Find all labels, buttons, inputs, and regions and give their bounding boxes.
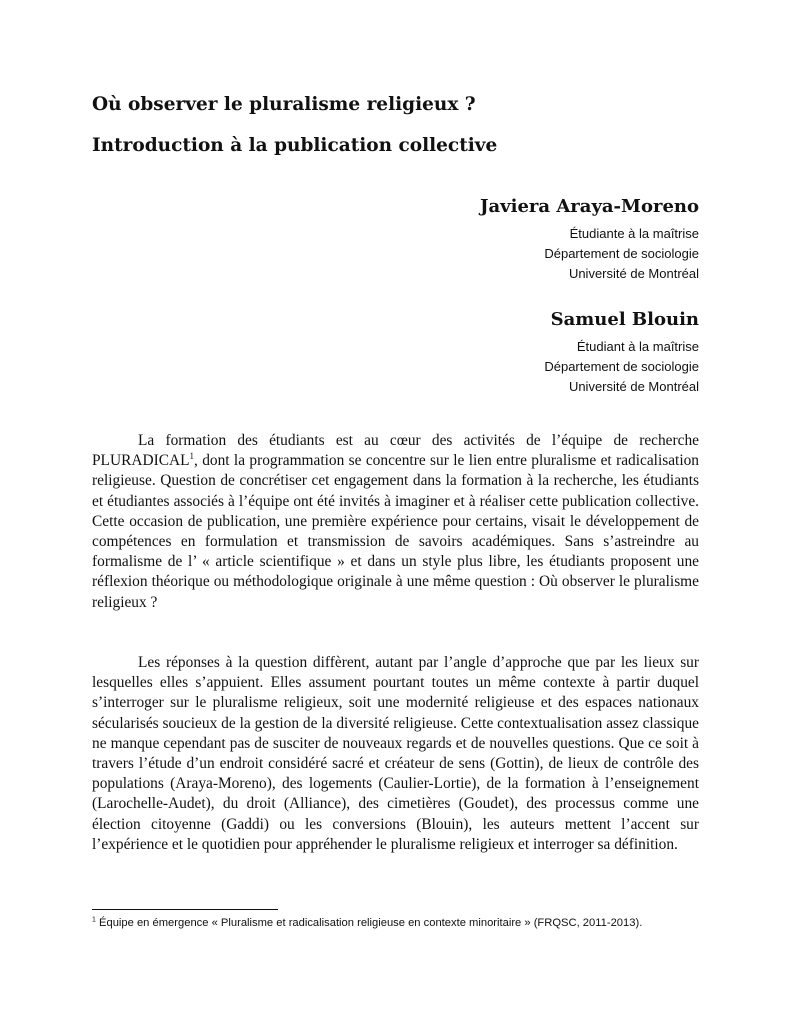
document-title: Où observer le pluralisme religieux ? bbox=[92, 94, 476, 115]
document-subtitle: Introduction à la publication collective bbox=[92, 135, 498, 156]
paragraph-intro bbox=[92, 431, 699, 613]
author-department: Département de sociologie bbox=[544, 246, 699, 261]
footnote-reference[interactable]: 1 bbox=[189, 451, 194, 462]
author-role: Étudiante à la maîtrise bbox=[569, 226, 699, 241]
paragraph-text: , dont la programmation se concentre sur le lien entre pluralisme et radicalisation religieuse. Question de concrétiser cet engagement dans la formation à la recherche, les étudiants et étudiantes associés à l’équipe ont été invités à imaginer et à réaliser cette publication collective. Cette occasion de publication, une première expérience pour certains, visait le développement de compétences en formulation et transmission de savoirs académiques. Sans s’astreindre au formalisme de l’ « article scientifique » et dans un style plus libre, les étudiants proposent une réflexion théorique ou méthodologique originale à une même question : Où observer le pluralisme religieux ? bbox=[92, 452, 699, 611]
footnote-text: Équipe en émergence « Pluralisme et radicalisation religieuse en contexte minoritaire » (FRQSC, 2011-2013). bbox=[95, 917, 643, 929]
paragraph-text: Les réponses à la question diffèrent, autant par l’angle d’approche que par les lieux sur lesquelles elles s’appuient. Elles assument pourtant toutes un même contexte à partir duquel s’interroger sur le pluralisme religieux, soit une modernité religieuse et des espaces nationaux sécularisés soucieux de la gestion de la diversité religieuse. Cette contextualisation assez classique ne manque cependant pas de susciter de nouveaux regards et de nouvelles questions. Que ce soit à travers l’étude d’un endroit considéré sacré et créateur de sens (Gottin), de lieux de contrôle des populations (Araya-Moreno), des logements (Caulier-Lortie), de la formation à l’enseignement (Larochelle-Audet), du droit (Alliance), des cimetières (Goudet), des processus comme une élection citoyenne (Gaddi) ou les conversions (Blouin), les auteurs mettent l’accent sur l’expérience et le quotidien pour appréhender le pluralisme religieux et interroger sa définition. bbox=[92, 654, 699, 853]
author-block bbox=[544, 309, 699, 397]
author-name: Javiera Araya-Moreno bbox=[479, 196, 699, 217]
paragraph-text: La formation des étudiants est au cœur des activités de l’équipe de recherche PLURADICAL bbox=[92, 432, 699, 470]
author-university: Université de Montréal bbox=[568, 379, 699, 394]
footnote-marker: 1 bbox=[92, 916, 96, 924]
paragraph-responses bbox=[92, 653, 699, 855]
author-block bbox=[480, 196, 699, 284]
footnote-divider bbox=[92, 909, 278, 910]
author-name: Samuel Blouin bbox=[550, 309, 699, 330]
author-university: Université de Montréal bbox=[568, 266, 699, 281]
author-role: Étudiant à la maîtrise bbox=[576, 339, 699, 354]
author-department: Département de sociologie bbox=[544, 359, 699, 374]
footnote bbox=[92, 916, 712, 931]
